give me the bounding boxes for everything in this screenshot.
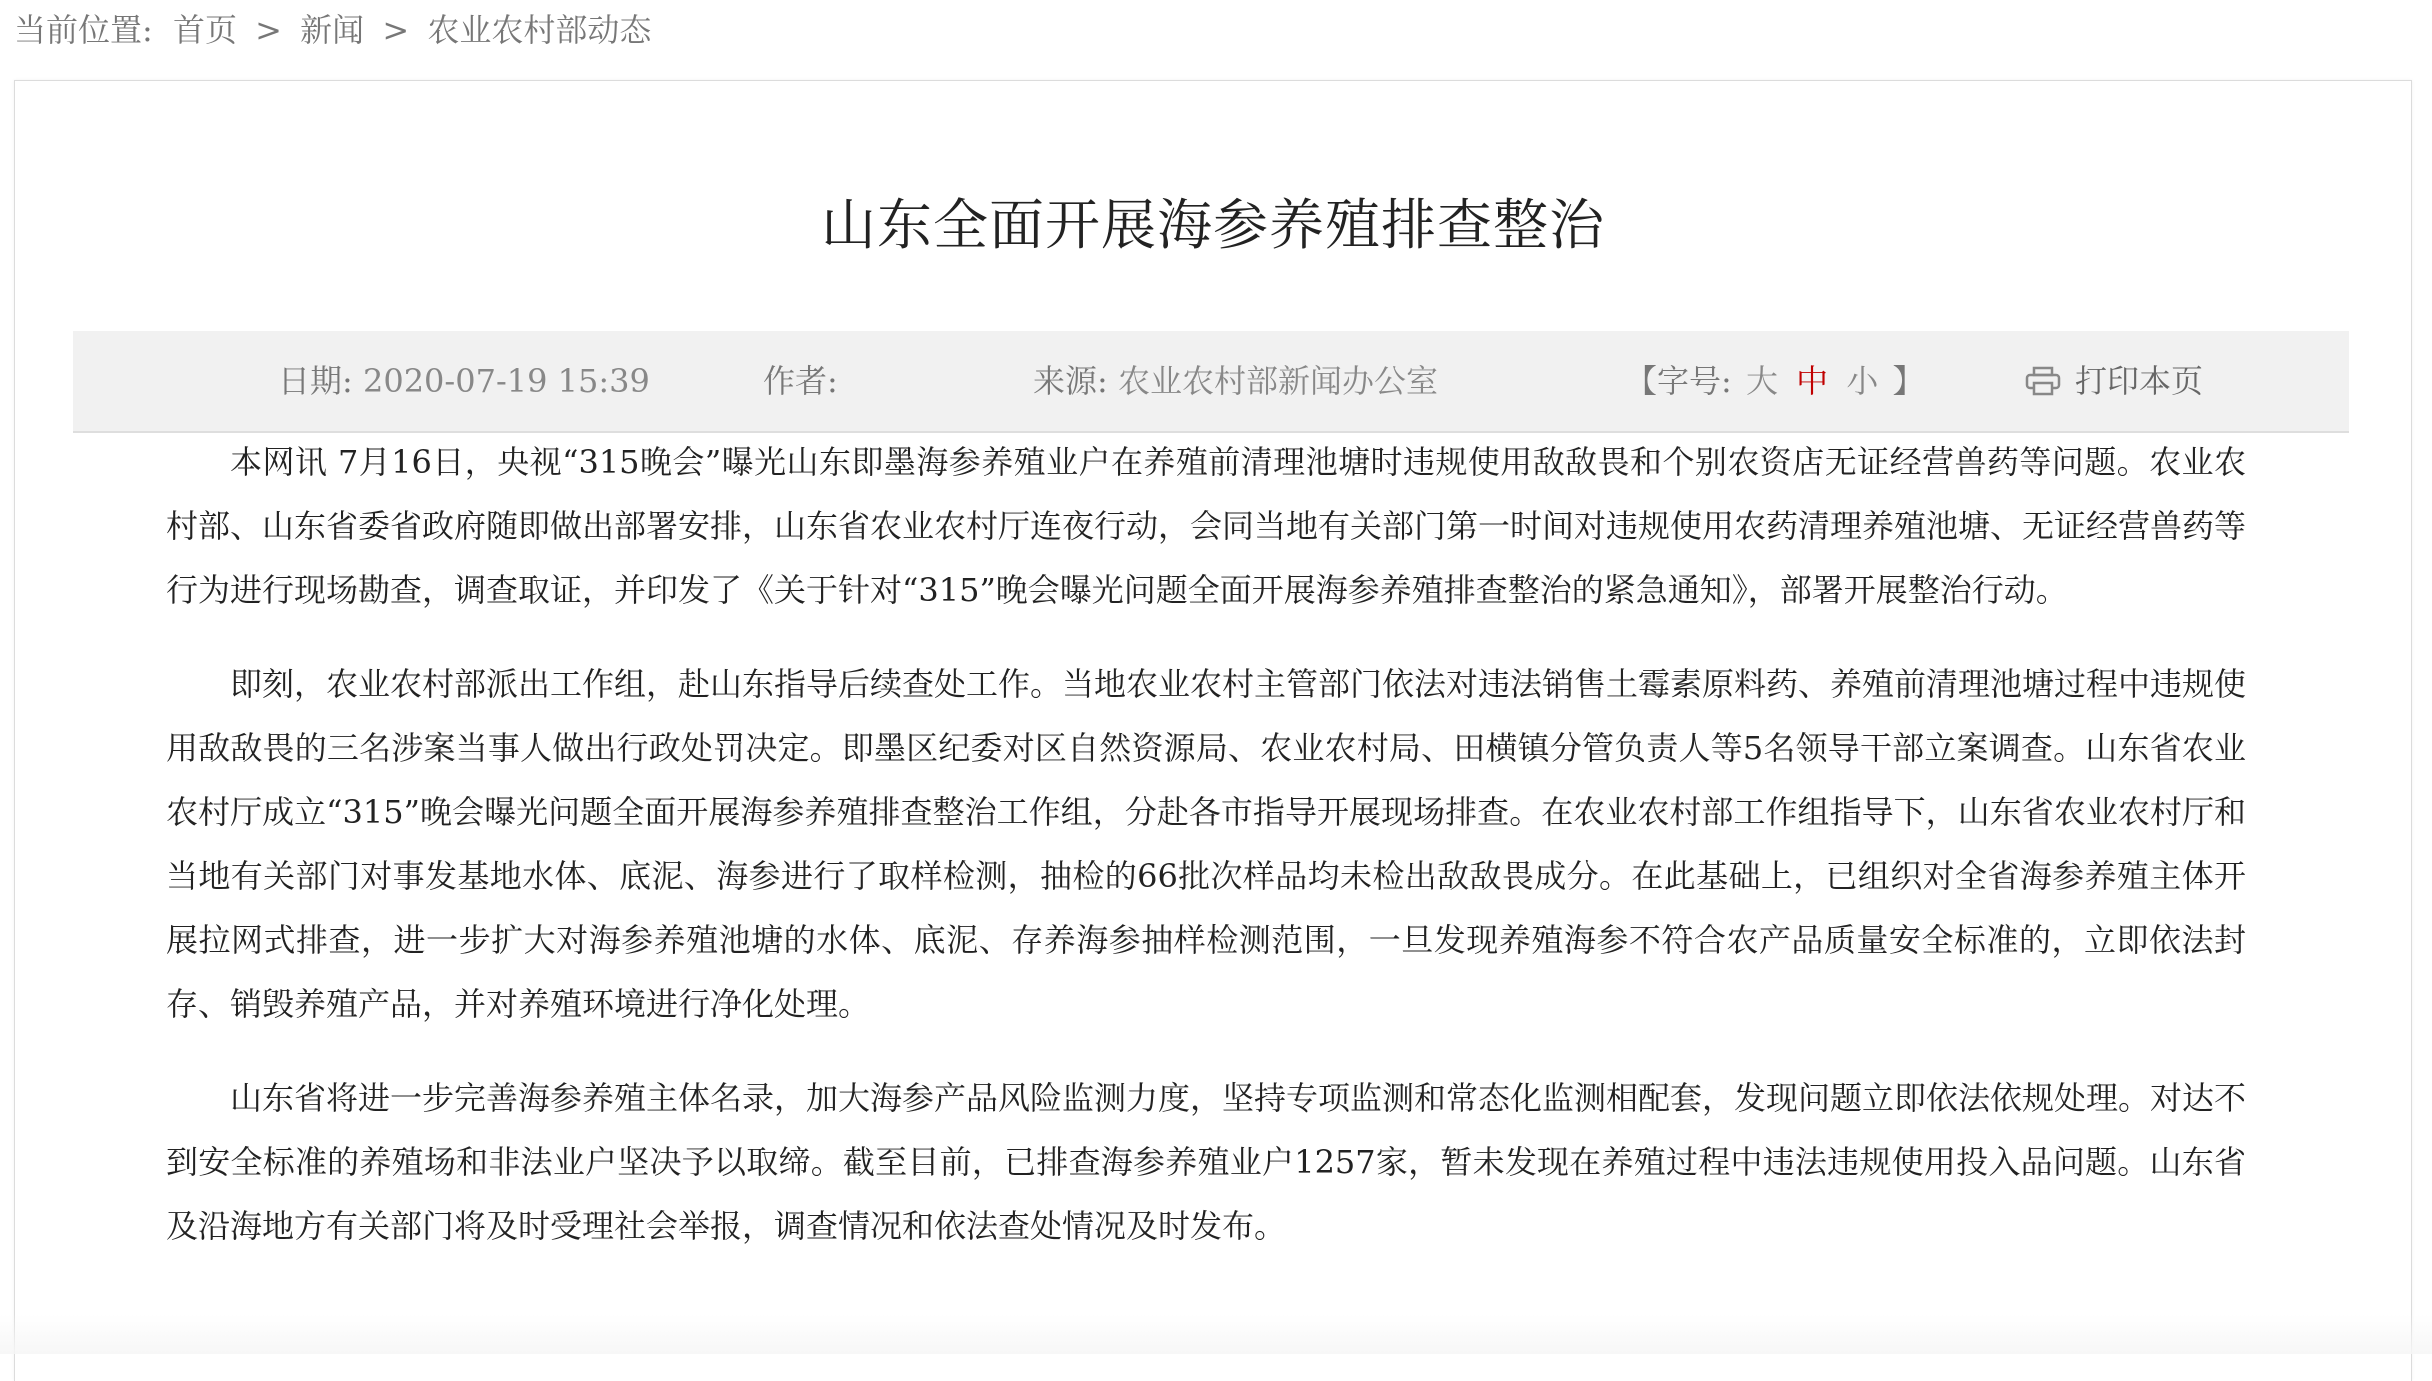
source-label: 来源:	[1033, 362, 1108, 400]
source-value: 农业农村部新闻办公室	[1118, 362, 1438, 400]
breadcrumb-prefix: 当前位置:	[14, 11, 153, 49]
print-page-button[interactable]	[2025, 331, 2203, 431]
print-page-label: 打印本页	[2075, 362, 2203, 400]
article-title: 山东全面开展海参养殖排查整治	[15, 181, 2411, 260]
breadcrumb-separator: >	[255, 11, 282, 49]
author-meta	[763, 331, 838, 431]
font-size-label: 【字号:	[1625, 362, 1732, 400]
font-size-large-button[interactable]: 大	[1746, 362, 1778, 400]
article-paragraph: 即刻，农业农村部派出工作组，赴山东指导后续查处工作。当地农业农村主管部门依法对违法销售土霉素原料药、养殖前清理池塘过程中违规使用敌敌畏的三名涉案当事人做出行政处罚决定。即墨区纪委对区自然资源局、农业农村局、田横镇分管负责人等5名领导干部立案调查。山东省农业农村厅成立“315”晚会曝光问题全面开展海参养殖排查整治工作组，分赴各市指导开展现场排查。在农业农村部工作组指导下，山东省农业农村厅和当地有关部门对事发基地水体、底泥、海参进行了取样检测，抽检的66批次样品均未检出敌敌畏成分。在此基础上，已组织对全省海参养殖主体开展拉网式排查，进一步扩大对海参养殖池塘的水体、底泥、存养海参抽样检测范围，一旦发现养殖海参不符合农产品质量安全标准的，立即依法封存、销毁养殖产品，并对养殖环境进行净化处理。	[166, 652, 2246, 1036]
font-size-controls	[1625, 331, 1925, 431]
article-meta-bar	[73, 331, 2349, 433]
article-paragraph: 山东省将进一步完善海参养殖主体名录，加大海参产品风险监测力度，坚持专项监测和常态化监测相配套，发现问题立即依法依规处理。对达不到安全标准的养殖场和非法业户坚决予以取缔。截至目前，已排查海参养殖业户1257家，暂未发现在养殖过程中违法违规使用投入品问题。山东省及沿海地方有关部门将及时受理社会举报，调查情况和依法查处情况及时发布。	[166, 1066, 2246, 1258]
breadcrumb-ministry-news-link[interactable]: 农业农村部动态	[427, 11, 651, 49]
article-body	[166, 430, 2246, 1288]
article-paragraph: 本网讯 7月16日，央视“315晚会”曝光山东即墨海参养殖业户在养殖前清理池塘时违规使用敌敌畏和个别农资店无证经营兽药等问题。农业农村部、山东省委省政府随即做出部署安排，山东省农业农村厅连夜行动，会同当地有关部门第一时间对违规使用农药清理养殖池塘、无证经营兽药等行为进行现场勘查，调查取证，并印发了《关于针对“315”晚会曝光问题全面开展海参养殖排查整治的紧急通知》，部署开展整治行动。	[166, 430, 2246, 622]
font-size-small-button[interactable]: 小	[1846, 362, 1878, 400]
breadcrumb-news-link[interactable]: 新闻	[300, 11, 364, 49]
date-value: 2020-07-19 15:39	[363, 362, 650, 400]
breadcrumb	[14, 8, 651, 52]
printer-icon	[2025, 335, 2061, 365]
author-label: 作者:	[763, 362, 838, 400]
date-meta	[278, 331, 650, 431]
breadcrumb-home-link[interactable]: 首页	[173, 11, 237, 49]
breadcrumb-separator: >	[382, 11, 409, 49]
font-size-close-bracket: 】	[1893, 362, 1925, 400]
font-size-medium-button[interactable]: 中	[1796, 362, 1828, 400]
date-label: 日期:	[278, 362, 353, 400]
source-meta	[1033, 331, 1438, 431]
